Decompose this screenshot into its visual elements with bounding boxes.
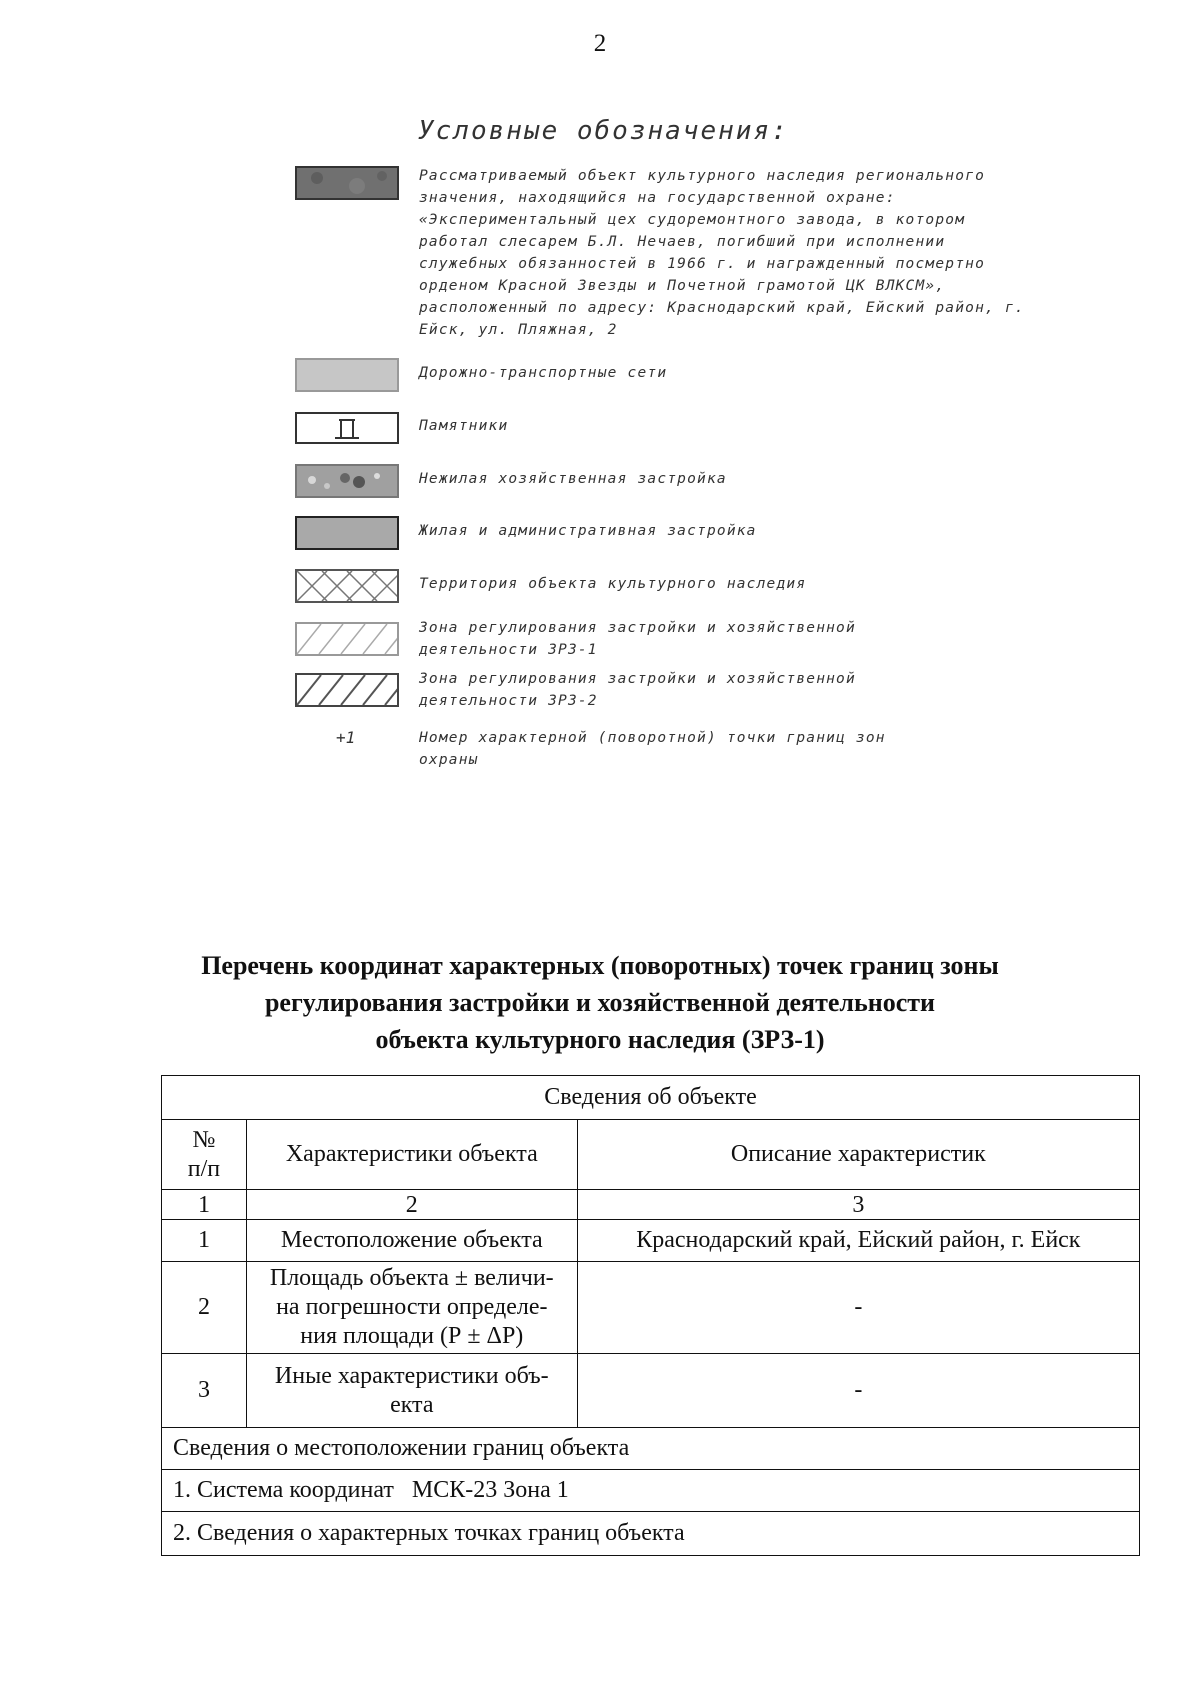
residential-swatch xyxy=(295,516,399,550)
coord-system-cell: 1. Система координат МСК-23 Зона 1 xyxy=(162,1470,1140,1512)
header-description: Описание характеристик xyxy=(577,1120,1139,1190)
row-num: 3 xyxy=(162,1354,247,1428)
section-title-cell: Сведения об объекте xyxy=(162,1076,1140,1120)
location-section-cell: Сведения о местоположении границ объекта xyxy=(162,1428,1140,1470)
column-number-row xyxy=(162,1190,1140,1220)
column-number: 1 xyxy=(162,1190,247,1220)
zrz1-swatch xyxy=(295,622,399,656)
legend-text-heritage-territory: Территория объекта культурного наследия xyxy=(419,576,807,592)
point-number-marker: +1 xyxy=(336,728,356,747)
object-info-table xyxy=(161,1075,1140,1556)
legend-title: Условные обозначения: xyxy=(418,116,789,146)
location-section-row xyxy=(162,1428,1140,1470)
object-swatch xyxy=(295,166,399,200)
table-row xyxy=(162,1354,1140,1428)
zrz2-hatch xyxy=(297,675,397,705)
row-characteristic: Иные характеристики объ- екта xyxy=(246,1354,577,1428)
monument-icon xyxy=(297,414,397,442)
legend-text-residential: Жилая и административная застройка xyxy=(419,523,757,539)
page-number: 2 xyxy=(593,30,607,57)
table-section-row xyxy=(162,1076,1140,1120)
heading-line-3: объекта культурного наследия (ЗРЗ-1) xyxy=(375,1025,825,1054)
legend-text-object: Рассматриваемый объект культурного наследия регионального значения, находящийся на государственной охране: «Экспериментальный цех судоремонтного завода, в котором работал слесарем Б.Л. Нечаев, погибший при исполнении служебных обязанностей в 1966 г. и награжденный посмертно орденом Красной Звезды и Почетной грамотой ЦК ВЛКСМ», расположенный по адресу: Краснодарский край, Ейский район, г. Ейск, ул. Пляжная, 2 xyxy=(419,168,1025,338)
table-row xyxy=(162,1220,1140,1262)
table-row xyxy=(162,1262,1140,1354)
object-swatch-texture xyxy=(297,168,397,198)
legend-text-monuments: Памятники xyxy=(419,418,509,434)
document-heading xyxy=(0,947,1200,1058)
row-description: Краснодарский край, Ейский район, г. Ейск xyxy=(577,1220,1139,1262)
row-description: - xyxy=(577,1354,1139,1428)
heritage-territory-swatch xyxy=(295,569,399,603)
column-number: 2 xyxy=(246,1190,577,1220)
points-info-cell: 2. Сведения о характерных точках границ объекта xyxy=(162,1512,1140,1556)
header-characteristic: Характеристики объекта xyxy=(246,1120,577,1190)
row-characteristic: Местоположение объекта xyxy=(246,1220,577,1262)
row-description: - xyxy=(577,1262,1139,1354)
legend-text-point-number: Номер характерной (поворотной) точки границ зон охраны xyxy=(419,730,886,768)
points-info-row xyxy=(162,1512,1140,1556)
roads-swatch xyxy=(295,358,399,392)
heading-line-2: регулирования застройки и хозяйственной деятельности xyxy=(264,988,936,1017)
legend-text-zrz2: Зона регулирования застройки и хозяйственной деятельности ЗРЗ-2 xyxy=(419,671,856,709)
row-num: 2 xyxy=(162,1262,247,1354)
zrz2-swatch xyxy=(295,673,399,707)
heading-line-1: Перечень координат характерных (поворотных) точек границ зоны xyxy=(201,951,999,980)
crosshatch-pattern xyxy=(297,571,397,601)
legend-text-roads: Дорожно-транспортные сети xyxy=(419,365,668,381)
coord-system-row xyxy=(162,1470,1140,1512)
table-header-row xyxy=(162,1120,1140,1190)
row-num: 1 xyxy=(162,1220,247,1262)
monuments-swatch xyxy=(295,412,399,444)
row-characteristic: Площадь объекта ± величи- на погрешности определе- ния площади (Р ± ΔР) xyxy=(246,1262,577,1354)
nonresidential-swatch xyxy=(295,464,399,498)
nonresidential-texture xyxy=(297,466,397,496)
zrz1-hatch xyxy=(297,624,397,654)
legend-text-zrz1: Зона регулирования застройки и хозяйственной деятельности ЗРЗ-1 xyxy=(419,620,856,658)
header-num: № п/п xyxy=(162,1120,247,1190)
column-number: 3 xyxy=(577,1190,1139,1220)
legend-text-nonresidential: Нежилая хозяйственная застройка xyxy=(419,471,727,487)
